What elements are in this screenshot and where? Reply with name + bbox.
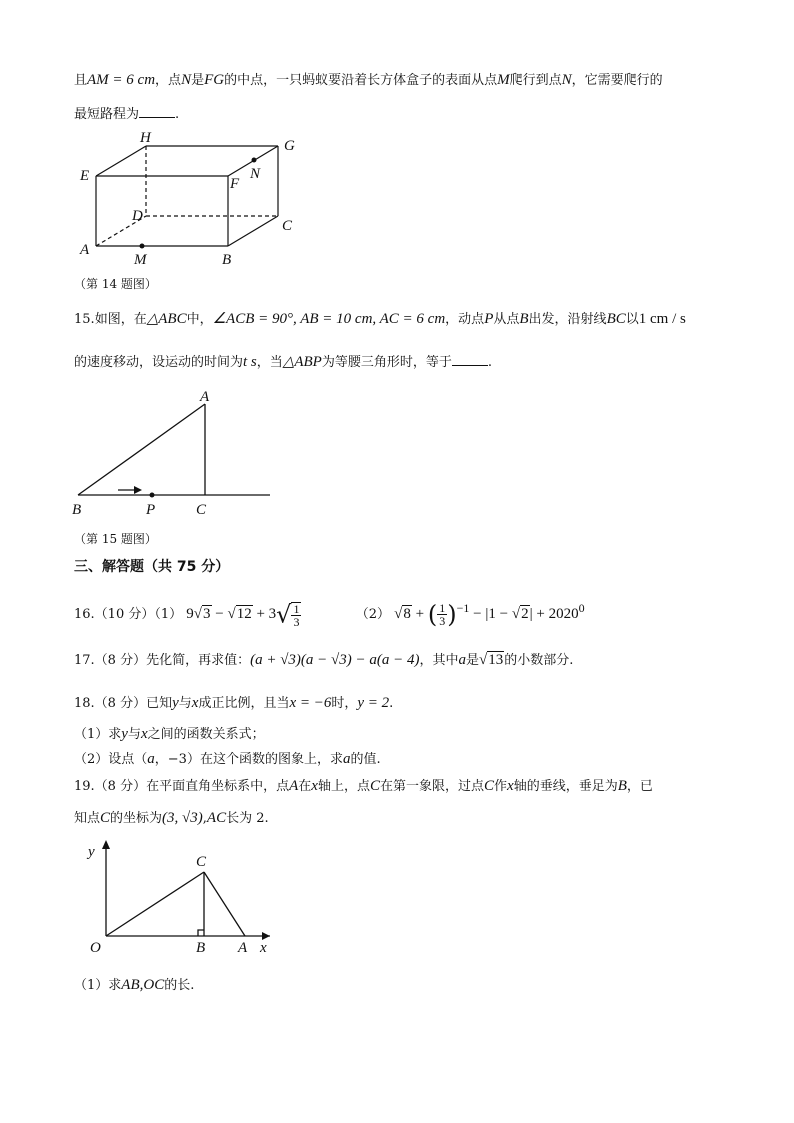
- q15-line2: 的速度移动，设运动的时间为t s，当△ABP为等腰三角形时，等于 .: [74, 354, 492, 370]
- point-n: [252, 158, 257, 163]
- label-o: O: [90, 940, 101, 956]
- q18-part1: （1）求y与x之间的函数关系式；: [74, 726, 265, 742]
- q18-line1: 18.（8 分）已知y与x成正比例，且当x = −6时，y = 2.: [74, 695, 394, 711]
- answer-blank: [139, 104, 175, 118]
- label-g: G: [284, 138, 295, 154]
- point-p: [150, 493, 155, 498]
- arrow-icon: [134, 486, 142, 494]
- label-c: C: [196, 854, 207, 870]
- label-f: F: [230, 176, 240, 192]
- q19-line2: 知点C的坐标为(3, √3),AC长为 2.: [74, 810, 269, 826]
- label-a: A: [80, 242, 90, 258]
- y-axis-arrow-icon: [102, 840, 110, 849]
- q19-coordinate-figure: [80, 836, 280, 956]
- q15-caption: （第 15 题图）: [74, 532, 157, 546]
- label-e: E: [80, 168, 90, 184]
- q14-line2: 最短路程为 .: [74, 104, 179, 125]
- label-a: A: [200, 389, 210, 405]
- q16-expression-2: √8 + ( $\frac{1}{3}$ )$^{-1} - |1 - √2| + 2020^0$: [394, 600, 585, 629]
- q15-triangle-figure: [70, 386, 280, 518]
- label-b: B: [222, 252, 232, 268]
- q14-line1: 且AM = 6 cm，点N是FG的中点，一只蚂蚁要沿着长方体盒子的表面从点M爬行到点N，它需要爬行的: [74, 72, 663, 88]
- q16-line: 16.（10 分）（1） 9√3 − √12 + 3√ $\frac{1}{3}$ （2） √8 + ( $\frac{1}{3}$ )$^{-1} - |1 - √2| + 2020^0$: [74, 600, 585, 629]
- label-c: C: [282, 218, 293, 234]
- label-b: B: [72, 502, 82, 518]
- label-y: y: [88, 844, 95, 860]
- label-h: H: [140, 130, 151, 146]
- section-title: 三、解答题（共 75 分）: [74, 559, 230, 575]
- label-n: N: [250, 166, 261, 182]
- label-p: P: [146, 502, 156, 518]
- label-x: x: [260, 940, 267, 956]
- label-b: B: [196, 940, 206, 956]
- label-m: M: [134, 252, 147, 268]
- label-a: A: [238, 940, 248, 956]
- x-axis-arrow-icon: [262, 932, 270, 940]
- q17-line: 17.（8 分）先化简，再求值：(a + √3)(a − √3) − a(a − 4)，其中a是√13的小数部分.: [74, 652, 574, 668]
- q14-cuboid-figure: [74, 128, 314, 270]
- q15-line1: 15.如图，在△ABC中，∠ACB = 90°, AB = 10 cm, AC = 6 cm，动点P从点B出发，沿射线BC以1 cm / s: [74, 311, 686, 327]
- q16-expression-1: 9√3 − √12 + 3√ $\frac{1}{3}$: [186, 600, 300, 629]
- point-m: [140, 244, 145, 249]
- label-d: D: [132, 208, 143, 224]
- q19-part1: （1）求AB,OC的长.: [74, 977, 195, 993]
- q14-caption: （第 14 题图）: [74, 277, 157, 291]
- answer-blank: [452, 352, 488, 366]
- label-c: C: [196, 502, 207, 518]
- q18-part2: （2）设点（a，−3）在这个函数的图象上，求a的值.: [74, 751, 381, 767]
- q19-line1: 19.（8 分）在平面直角坐标系中，点A在x轴上，点C在第一象限，过点C作x轴的垂线，垂足为B，已: [74, 778, 653, 794]
